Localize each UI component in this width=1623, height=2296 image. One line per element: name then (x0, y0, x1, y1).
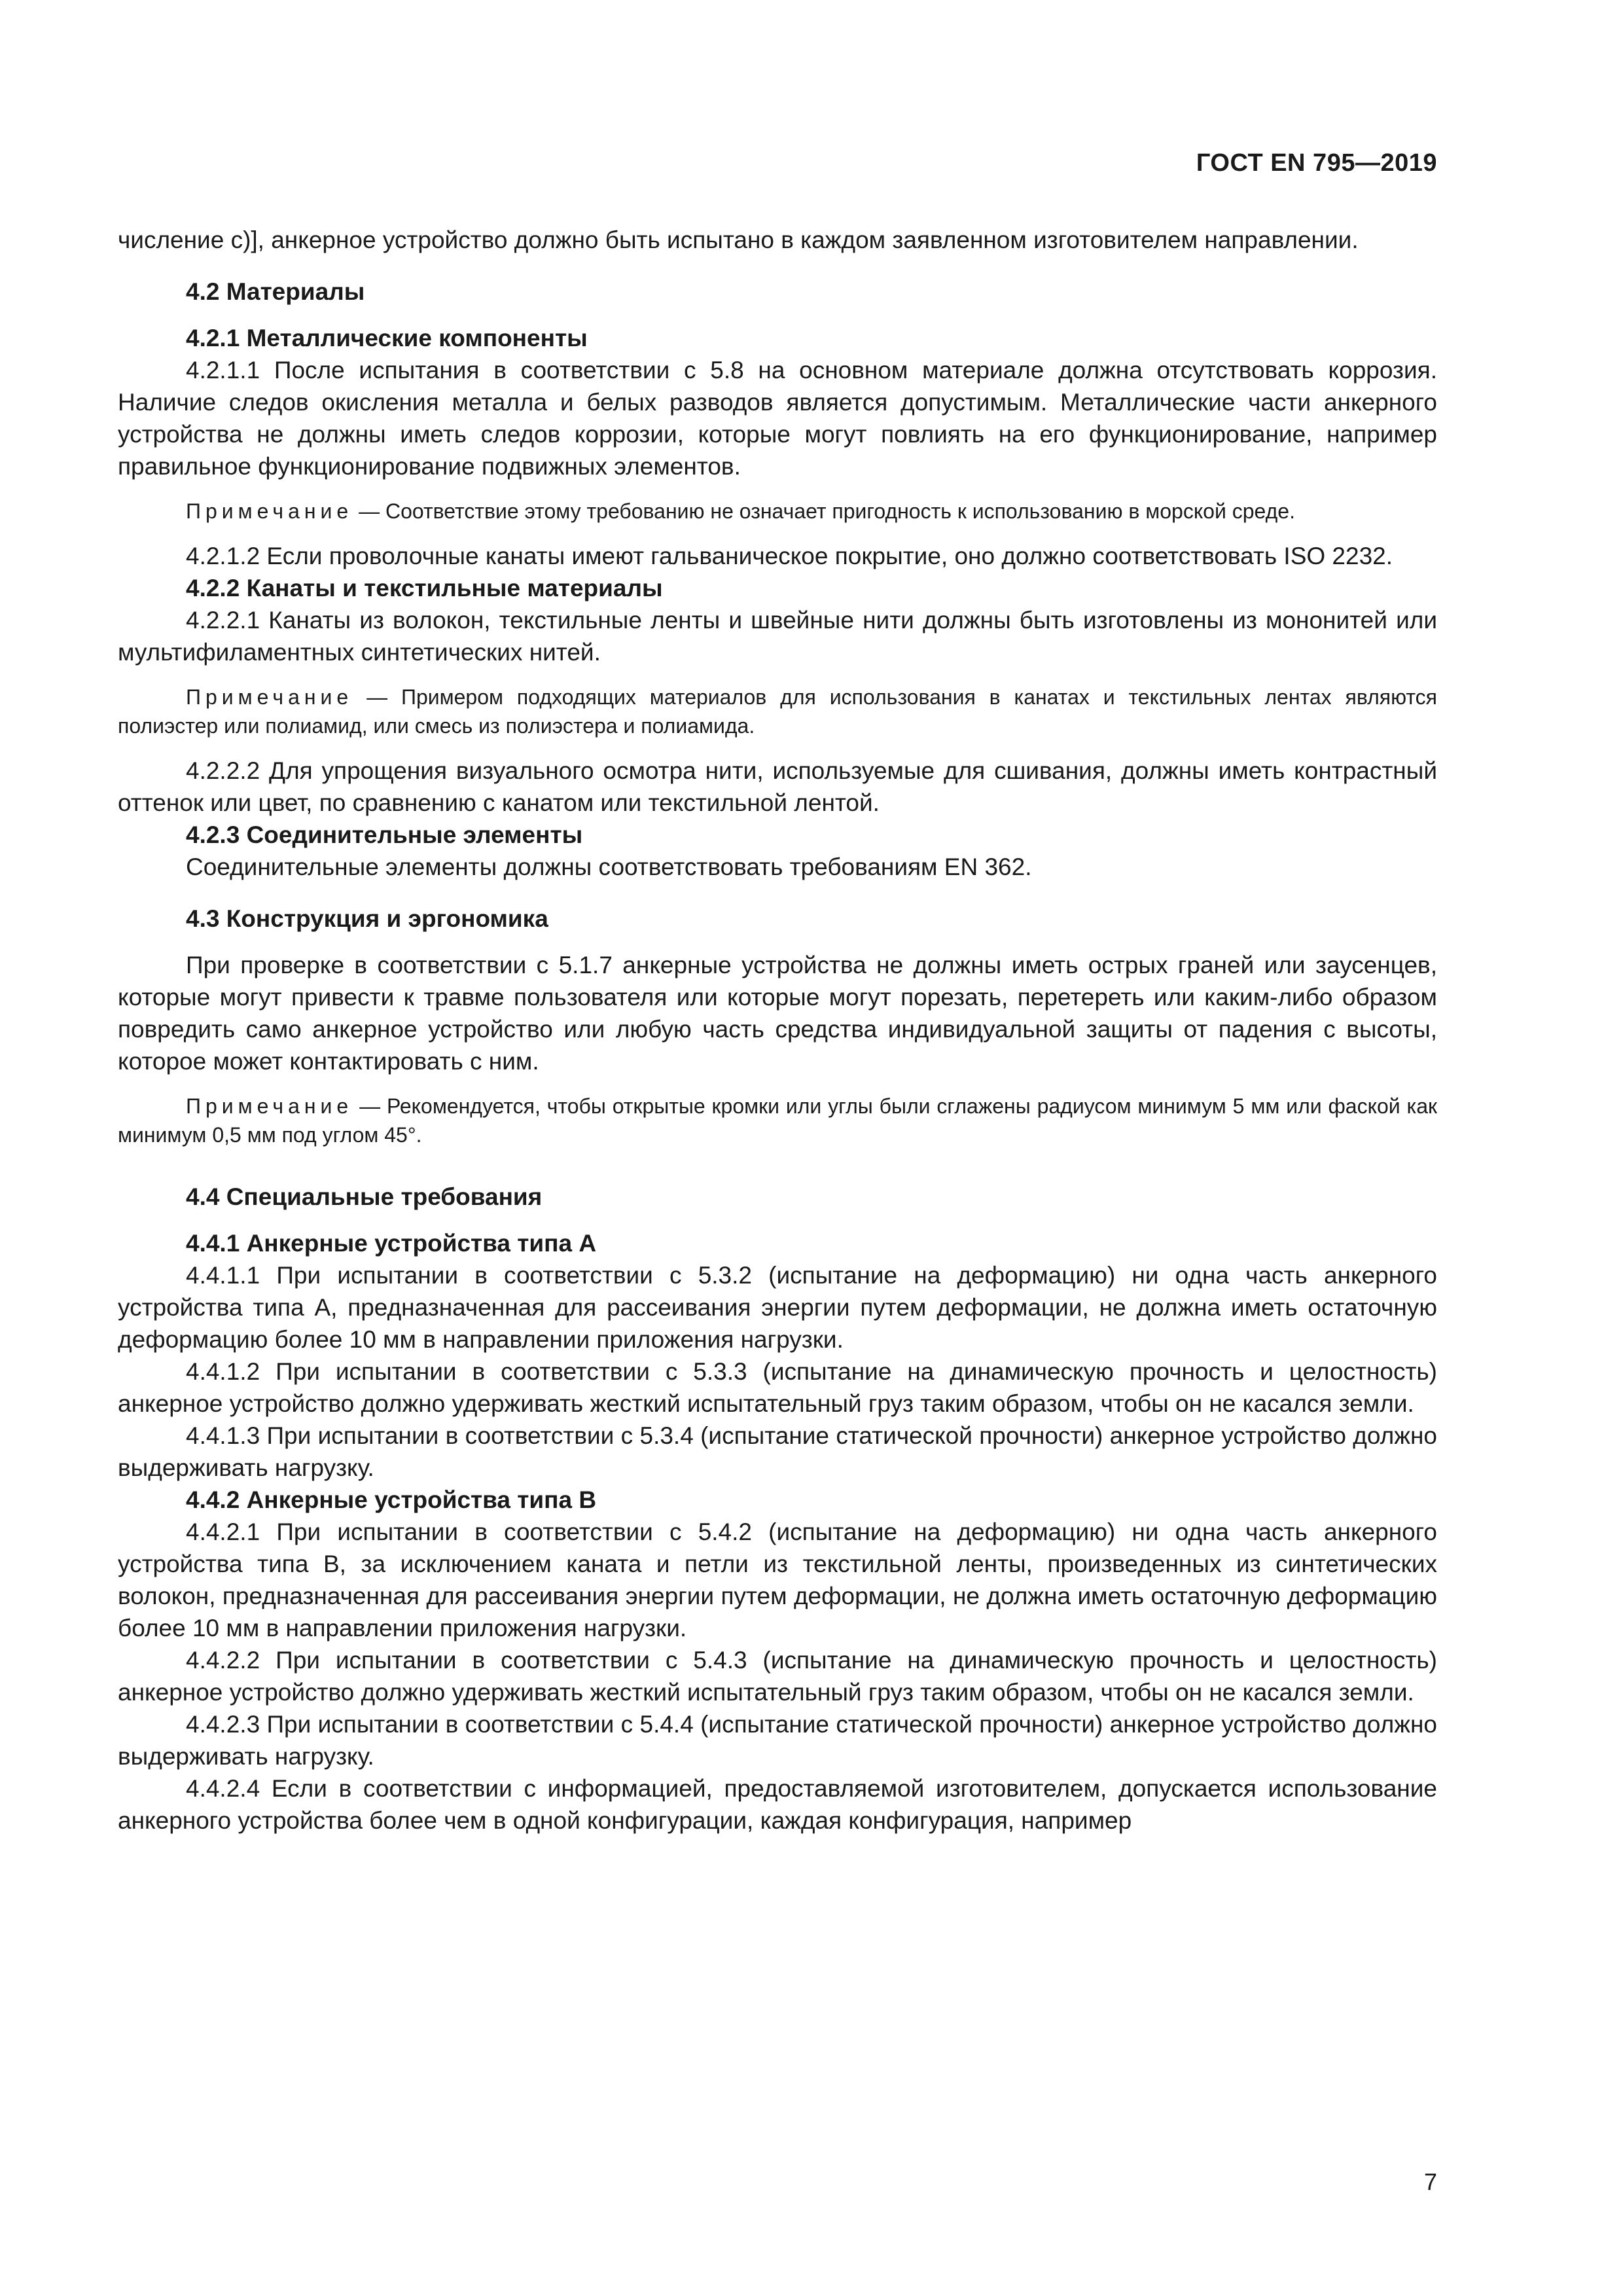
paragraph: 4.4.1.2 При испытании в соответствии с 5.3.3 (испытание на динамическую прочность и целостность) анкерное устройство должно удерживать жесткий испытательный груз таким образом, чтобы он не касался земли. (118, 1358, 1437, 1417)
paragraph: 4.2.1.2 Если проволочные канаты имеют гальваническое покрытие, оно должно соответствовать ISO 2232. (186, 543, 1393, 569)
note (118, 1092, 1437, 1149)
spacer (118, 526, 1437, 540)
spacer (118, 1213, 1437, 1227)
paragraph: 4.4.2.2 При испытании в соответствии с 5.4.3 (испытание на динамическую прочность и целостность) анкерное устройство должно удерживать жесткий испытательный груз таким образом, чтобы он не касался земли. (118, 1647, 1437, 1706)
spacer (118, 1149, 1437, 1181)
section-heading: 4.3 Конструкция и эргономика (186, 905, 548, 932)
spacer (118, 308, 1437, 322)
page-number: 7 (1423, 2168, 1437, 2195)
spacer (118, 1077, 1437, 1092)
paragraph: 4.4.2.3 При испытании в соответствии с 5.4.4 (испытание статической прочности) анкерное устройство должно выдерживать нагрузку. (118, 1711, 1437, 1770)
paragraph: 4.4.2.1 При испытании в соответствии с 5.4.2 (испытание на деформацию) ни одна часть анкерного устройства типа В, за исключением каната и петли из текстильной ленты, произведенных из синтетических волокон, предназначенная для рассеивания энергии путем деформации, не должна иметь остаточную деформацию более 10 мм в направлении приложения нагрузки. (118, 1518, 1437, 1641)
section-heading: 4.4.1 Анкерные устройства типа А (186, 1230, 597, 1257)
section-heading: 4.2.3 Соединительные элементы (186, 821, 583, 848)
note-label: Примечание (186, 1094, 353, 1118)
note (118, 497, 1437, 526)
paragraph: Соединительные элементы должны соответствовать требованиям EN 362. (186, 853, 1032, 880)
section-heading: 4.4.2 Анкерные устройства типа В (186, 1486, 597, 1513)
paragraph: 4.4.2.4 Если в соответствии с информацией, предоставляемой изготовителем, допускается использование анкерного устройства более чем в одной конфигурации, каждая конфигурация, например (118, 1775, 1437, 1834)
spacer (118, 883, 1437, 903)
paragraph: 4.2.2.2 Для упрощения визуального осмотра нити, используемые для сшивания, должны иметь контрастный оттенок или цвет, по сравнению с канатом или текстильной лентой. (118, 757, 1437, 816)
note-label: Примечание (186, 685, 353, 709)
note (118, 683, 1437, 740)
paragraph: числение с)], анкерное устройство должно быть испытано в каждом заявленном изготовителем направлении. (118, 226, 1359, 253)
note-text: — Рекомендуется, чтобы открытые кромки или углы были сглажены радиусом минимум 5 мм или фаской как минимум 0,5 мм под углом 45°. (118, 1094, 1437, 1147)
document-page (118, 0, 1437, 2296)
section-heading: 4.2 Материалы (186, 278, 365, 305)
paragraph: При проверке в соответствии с 5.1.7 анкерные устройства не должны иметь острых граней или заусенцев, которые могут привести к травме пользователя или которые могут порезать, перетереть или каким-либо образом повредить само анкерное устройство или любую часть средства индивидуальной защиты от падения с высоты, которое может контактировать с ним. (118, 952, 1437, 1075)
note-label: Примечание (186, 499, 353, 523)
paragraph: 4.2.1.1 После испытания в соответствии с 5.8 на основном материале должна отсутствовать коррозия. Наличие следов окисления металла и белых разводов является допустимым. Металлические части анкерного устройства не должны иметь следов коррозии, которые могут повлиять на его функционирование, например правильное функционирование подвижных элементов. (118, 357, 1437, 480)
note-text: — Соответствие этому требованию не означает пригодность к использованию в морской среде. (353, 499, 1295, 523)
note-text: — Примером подходящих материалов для использования в канатах и текстильных лентах являются полиэстер или полиамид, или смесь из полиэстера и полиамида. (118, 685, 1437, 738)
section-heading: 4.2.2 Канаты и текстильные материалы (186, 575, 663, 601)
paragraph: 4.4.1.3 При испытании в соответствии с 5.3.4 (испытание статической прочности) анкерное устройство должно выдерживать нагрузку. (118, 1422, 1437, 1481)
paragraph: 4.2.2.1 Канаты из волокон, текстильные ленты и швейные нити должны быть изготовлены из мононитей или мультифиламентных синтетических нитей. (118, 607, 1437, 666)
document-header: ГОСТ EN 795—2019 (1196, 149, 1437, 177)
spacer (118, 482, 1437, 497)
spacer (118, 668, 1437, 683)
document-body (118, 224, 1437, 1837)
spacer (118, 256, 1437, 276)
paragraph: 4.4.1.1 При испытании в соответствии с 5.3.2 (испытание на деформацию) ни одна часть анкерного устройства типа А, предназначенная для рассеивания энергии путем деформации, не должна иметь остаточную деформацию более 10 мм в направлении приложения нагрузки. (118, 1262, 1437, 1353)
section-heading: 4.4 Специальные требования (186, 1183, 543, 1210)
spacer (118, 740, 1437, 755)
spacer (118, 935, 1437, 949)
section-heading: 4.2.1 Металлические компоненты (186, 325, 588, 351)
